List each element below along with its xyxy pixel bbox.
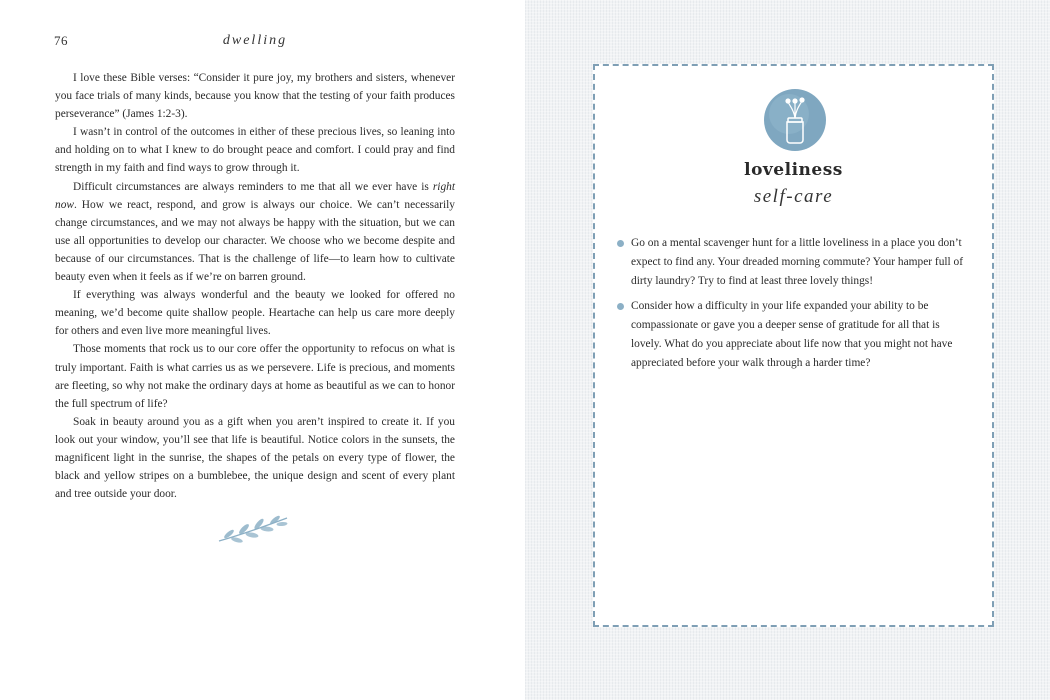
bullet-icon — [617, 303, 624, 310]
paragraph: I wasn’t in control of the outcomes in either of these precious lives, so leaning into and holding on to what I knew to do brought peace and comfort. I could pray and find strength in my faith and find ways to grow through it. — [55, 126, 455, 175]
flower-jar-icon — [763, 88, 827, 152]
card-title: loveliness — [744, 160, 843, 180]
list-item — [617, 297, 972, 373]
paragraph: If everything was always wonderful and the beauty we looked for offered no meaning, we’d become quite shallow people. Heartache can help us care more deeply for others and even live more meaningful lives. — [55, 289, 455, 338]
self-care-card — [593, 64, 994, 627]
bullet-icon — [617, 240, 624, 247]
body-text — [55, 69, 455, 503]
list-item-text: Go on a mental scavenger hunt for a little loveliness in a place you don’t expect to find any. Your dreaded morning commute? Your hamper full of dirty laundry? Try to find at least three lovely things! — [631, 237, 964, 287]
list-item-text: Consider how a difficulty in your life expanded your ability to be compassionate or gave you a deeper sense of gratitude for all that is lovely. What do you appreciate about life now that you might not have appreciated before your walk through a harder time? — [631, 300, 953, 369]
paragraph: Soak in beauty around you as a gift when you aren’t inspired to create it. If you look out your window, you’ll see that life is beautiful. Notice colors in the sunsets, the magnificent light in the sunrise, the shapes of the petals on every type of flower, the black and yellow stripes on a bumblebee, the unique design and scent of every plant and tree outside your door. — [55, 415, 455, 501]
card-subtitle: self-care — [753, 186, 834, 207]
list-item — [617, 234, 972, 291]
running-head: dwelling — [222, 33, 288, 48]
card-list — [617, 234, 972, 379]
page-number: 76 — [54, 33, 68, 48]
paragraph-text: . How we react, respond, and grow is always our choice. We can’t necessarily change circumstances, and we may not always be happy with the situation, but we can use all opportunities to develop our character. We choose who we become despite and because of our circumstances. That is the challenge of life—to learn how to cultivate beauty even when it feels as if we’re on barren ground. — [55, 198, 455, 284]
emphasis-text: right now — [55, 180, 455, 211]
leaf-sprig-icon — [215, 515, 290, 545]
paragraph: Those moments that rock us to our core offer the opportunity to refocus on what is truly important. Faith is what carries us as we persevere. Life is precious, and moments are fleeting, so why not make the ordinary days at home as beautiful as we can to honor the full spectrum of life? — [55, 343, 455, 410]
paragraph — [55, 178, 455, 287]
paragraph-text: Difficult circumstances are always reminders to me that all we ever have is — [73, 180, 433, 193]
paragraph: I love these Bible verses: “Consider it pure joy, my brothers and sisters, whenever you face trials of many kinds, because you know that the testing of your faith produces perseverance” (James 1:2-3). — [55, 72, 455, 121]
